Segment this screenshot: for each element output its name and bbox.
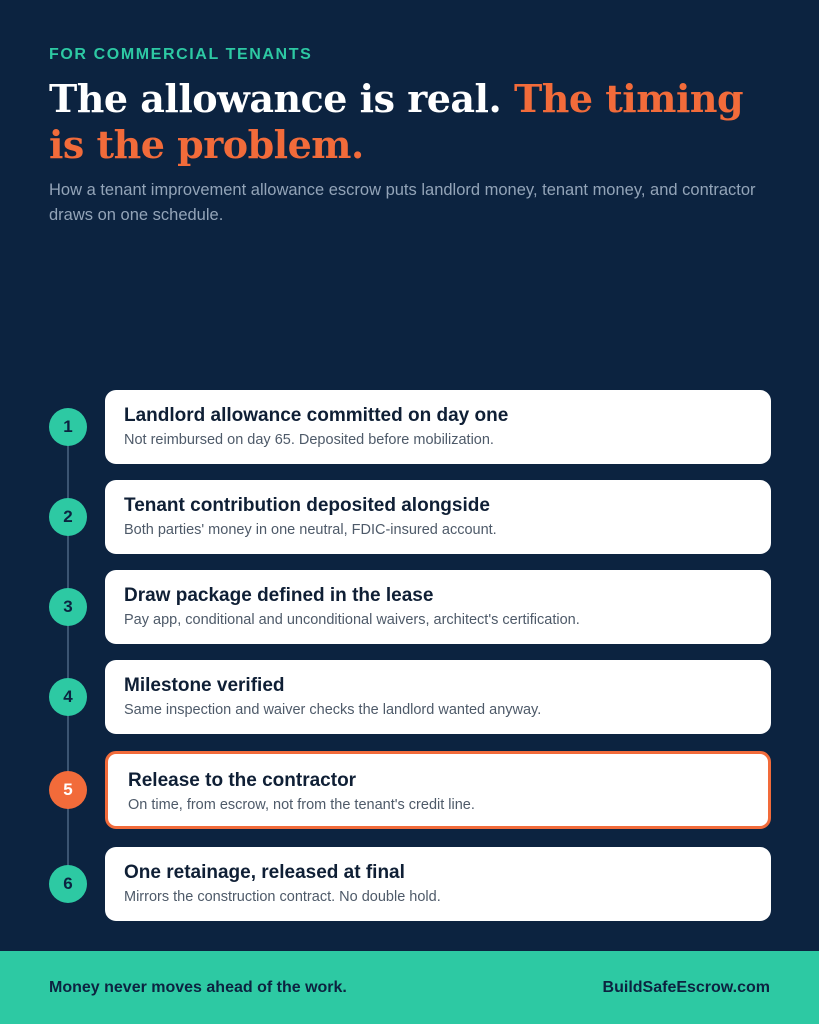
step-card [105,660,771,734]
step-number-badge: 3 [49,588,87,626]
step-title: Milestone verified [124,675,285,696]
step-title: One retainage, released at final [124,862,405,883]
step-number-badge: 5 [49,771,87,809]
footer-website: BuildSafeEscrow.com [602,978,770,996]
step-title: Release to the contractor [128,770,357,791]
timeline-connector [67,428,69,888]
step-card [105,847,771,921]
footer-tagline: Money never moves ahead of the work. [49,978,347,996]
footer-bar [0,951,819,1024]
step-number-badge: 1 [49,408,87,446]
step-card-highlighted [105,751,771,829]
step-description: Same inspection and waiver checks the landlord wanted anyway. [124,702,542,718]
step-description: Pay app, conditional and unconditional waivers, architect's certification. [124,612,580,628]
headline-part-1: The allowance is real. [49,76,502,121]
step-title: Landlord allowance committed on day one [124,405,509,426]
headline-part-2-accent: The timing is the problem. [49,76,744,167]
step-description: On time, from escrow, not from the tenant's credit line. [128,797,475,813]
step-number-badge: 6 [49,865,87,903]
step-number-badge: 4 [49,678,87,716]
step-description: Both parties' money in one neutral, FDIC-insured account. [124,522,497,538]
step-title: Draw package defined in the lease [124,585,434,606]
subhead: How a tenant improvement allowance escrow puts landlord money, tenant money, and contractor draws on one schedule. [49,181,756,224]
step-card [105,570,771,644]
step-title: Tenant contribution deposited alongside [124,495,490,516]
step-card [105,390,771,464]
headline [49,76,779,168]
step-description: Mirrors the construction contract. No double hold. [124,889,441,905]
eyebrow-label: FOR COMMERCIAL TENANTS [49,46,313,63]
step-number-badge: 2 [49,498,87,536]
step-card [105,480,771,554]
step-description: Not reimbursed on day 65. Deposited before mobilization. [124,432,494,448]
